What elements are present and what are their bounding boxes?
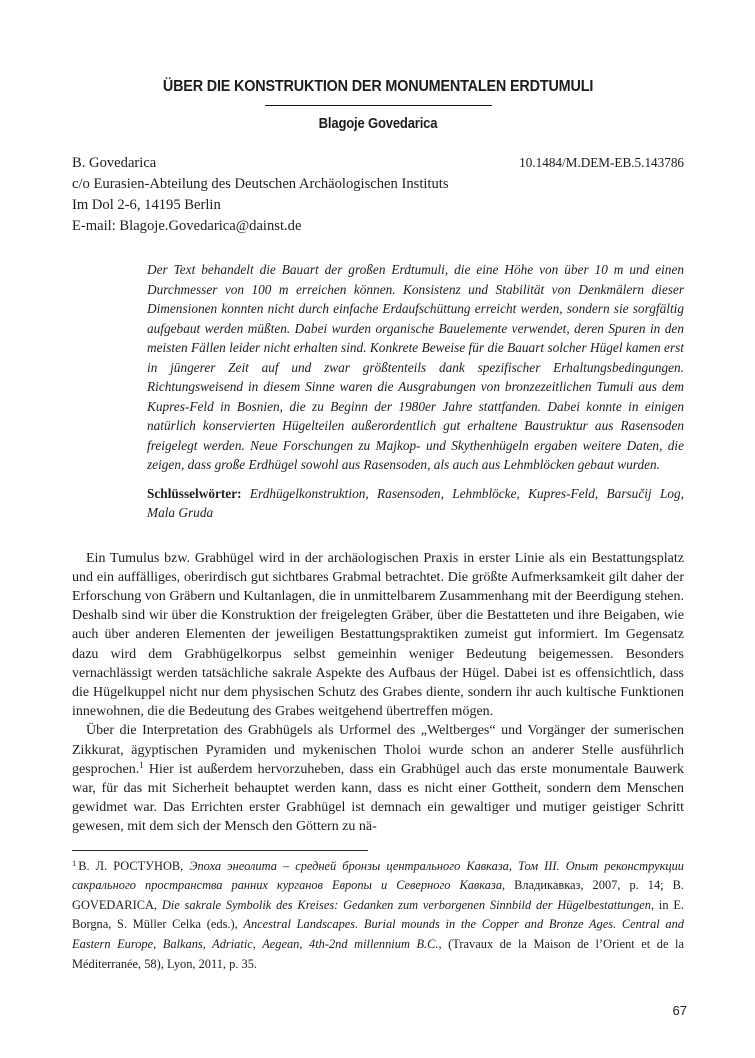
footnote-reference: 1 [139,759,144,770]
page-title: ÜBER DIE KONSTRUKTION DER MONUMENTALEN ERDTUMULI [162,78,594,95]
body-paragraph-2-text: Über die Interpretation des Grabhügels als Urformel des „Weltberges“ und Vorgänger der sumerischen Zikkurat, ägyptischen Pyramiden und mykenischen Tholoi wurde schon an anderer Stelle ausführlich gesprochen. [72,723,684,777]
footnote-1 [72,857,684,975]
contact-row [72,152,684,174]
title-block [72,78,684,132]
contact-address: Im Dol 2-6, 14195 Berlin [72,197,221,213]
keywords-list: Erdhügelkonstruktion, Rasensoden, Lehmblöcke, Kupres-Feld, Barsučij Log, Mala Gruda [147,485,684,520]
keywords-label: Schlüsselwörter: [147,485,242,501]
abstract-text: Der Text behandelt die Bauart der großen Erdtumuli, die eine Höhe von über 10 m und einen Durchmesser von 100 m erreichen können. Konsistenz und Stabilität von Denkmälern dieser Dimensionen konnten nicht durch einfache Erdaufschüttung erreicht werden, sondern sie sorgfältig aufgebaut werden müßten. Dabei wurden organische Bauelemente verwendet, deren Spuren in den meisten Fällen leider nicht erhalten sind. Konkrete Beweise für die Bauart solcher Hügel kamen erst in jüngerer Zeit auf und zwar größtenteils dank spezifischer Erhaltungsbedingungen. Richtungsweisend in diesem Sinne waren die Ausgrabungen von bronzezeitlichen Tumuli aus dem Kupres-Feld in Bosnien, die zu Beginn der 1980er Jahre stattfanden. Dabei konnte in einigen natürlich konservierten Hügelteilen außerordentlich gut erhaltene Baustruktur aus Rasensoden freigelegt werden. Neue Forschungen zu Majkop- und Skythenhügeln ergaben weitere Daten, die zeigen, dass große Erdhügel sowohl aus Rasensoden, als auch aus Lehmblöcken gebaut wurden. [147,262,684,472]
footnote-citation: В. Л. РОСТУНОВ, Эпоха энеолита – средней бронзы центрального Кавказа, Том III. Опыт реконструкции сакрального пространства ранних курганов Европы и Северного Кавказа, Владикавказ, 2007, p. 14; B. GOVEDARICA, Die sakrale Symbolik des Kreises: Gedanken zum verborgenen Sinnbild der Hügelbestattungen, in E. Borgna, S. Müller Celka (eds.), Ancestral Landscapes. Burial mounds in the Copper and Bronze Ages. Central and Eastern Europe, Balkans, Adriatic, Aegean, 4th-2nd millennium B.C., (Travaux de la Maison de l’Orient et de la Méditerranée, 58), Lyon, 2011, p. 35. [72,858,685,971]
body-paragraph-2 [72,721,684,836]
body-text [72,549,684,837]
body-paragraph-1: Ein Tumulus bzw. Grabhügel wird in der archäologischen Praxis in erster Linie als ein Bestattungsplatz und ein auffälliges, oberirdisch gut sichtbares Grabmal betrachtet. Die größte Aufmerksamkeit gilt daher der Erforschung von Gräbern und Kultanlagen, die in unmittelbarem Zusammenhang mit der Beerdigung stehen. Deshalb sind wir über die Konstruktion der freigelegten Gräber, über die Bestatteten und ihre Beigaben, wie auch über anderen Elementen der jeweiligen Bestattungspraktiken zumeist gut informiert. Im Gegensatz dazu wird dem Grabhügelkorpus selbst gemeinhin weniger Bedeutung beigemessen. Besonders vernachlässigt werden tatsächliche sakrale Aspekte des Aufbaus der Hügel. Dabei ist es offensichtlich, dass die Hügelkuppel nicht nur dem physischen Schutz des Grabes diente, sondern ihr auch kultische Funktionen innewohnen, die die Bedeutung des Grabes weitgehend übertreffen mögen. [72,550,684,720]
title-divider [265,105,492,106]
contact-block [72,152,684,237]
footnote-divider [72,850,368,851]
contact-name: B. Govedarica [72,155,157,171]
page-number: 67 [672,1003,687,1018]
contact-affiliation: c/o Eurasien-Abteilung des Deutschen Archäologischen Instituts [72,176,449,192]
doi-number: 10.1484/M.DEM-EB.5.143786 [519,155,684,170]
body-paragraph-2-continuation: Hier ist außerdem hervorzuheben, dass ein Grabhügel auch das erste monumentale Bauwerk war, für das mit Sicherheit behauptet werden kann, dass es nicht einer Gottheit, sondern dem Menschen gewidmet war. Das Errichten erster Grabhügel ist demnach ein gewaltiger und mutiger geistiger Schritt gewesen, mit dem sich der Mensch den Göttern zu nä- [72,761,684,835]
keywords-block [147,484,684,523]
contact-email: E-mail: Blagoje.Govedarica@dainst.de [72,218,302,234]
footnote-marker: 1 [72,857,77,868]
author-name: Blagoje Govedarica [318,116,438,132]
footnote-block [72,850,684,975]
